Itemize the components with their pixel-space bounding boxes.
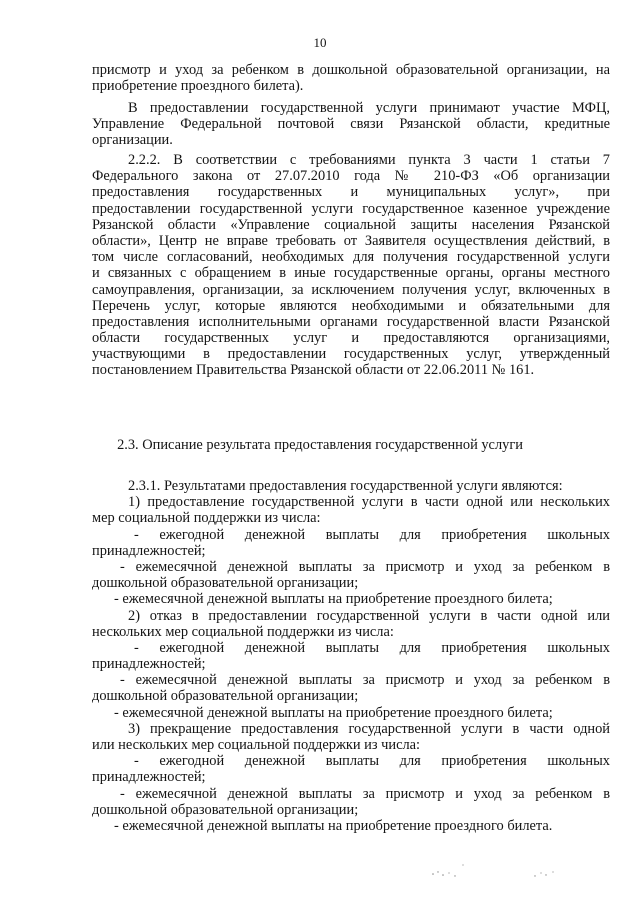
- text-line: дошкольной образовательной организации;: [92, 575, 359, 592]
- list-item: - ежемесячной денежной выплаты на приобретение проездного билета.: [114, 817, 553, 834]
- text-line: приобретение проездного билета).: [92, 78, 304, 95]
- text-line: 2.3.1. Результатами предоставления государственной услуги являются:: [128, 478, 563, 494]
- text-line: Перечень услуг, которые являются необходимыми и обязательными для: [92, 297, 610, 314]
- paragraph-2-2-2: [92, 152, 610, 379]
- text-line: 1) предоставление государственной услуги в части одной или нескольких: [128, 494, 610, 511]
- text-line: 2) отказ в предоставлении государственной услуги в части одной или: [128, 607, 610, 624]
- paragraph-2-3-1: [92, 478, 610, 834]
- text-line: дошкольной образовательной организации;: [92, 688, 359, 705]
- text-line: Рязанской области «Управление социальной защиты населения Рязанской: [92, 216, 610, 233]
- list-item: - ежемесячной денежной выплаты за присмотр и уход за ребенком в: [120, 785, 610, 802]
- text-line: Федерального закона от 27.07.2010 года № 210-ФЗ «Об организации: [92, 168, 610, 185]
- text-line: дошкольной образовательной организации;: [92, 801, 359, 818]
- text-line: или нескольких мер социальной поддержки из числа:: [92, 737, 421, 753]
- text-line: самоуправления, организации, за исключением получения услуг, включенных в: [92, 281, 610, 298]
- text-line: Управление Федеральной почтовой связи Рязанской области, кредитные: [92, 116, 610, 133]
- text-line: организации.: [92, 132, 173, 149]
- text-line: и связанных с обращением в иные государственные органы, органы местного: [92, 265, 610, 282]
- text-line: предоставления исполнительными органами государственной власти Рязанской: [92, 313, 610, 330]
- text-line: предоставлении государственной услуги государственное казенное учреждение: [92, 200, 610, 217]
- text-line: принадлежностей;: [92, 656, 206, 673]
- text-line: принадлежностей;: [92, 769, 206, 786]
- text-line: В предоставлении государственной услуги принимают участие МФЦ,: [128, 100, 610, 116]
- page-number: 10: [313, 35, 327, 50]
- text-line: том числе согласований, необходимых для получения государственной услуги: [92, 249, 610, 266]
- section-heading: 2.3. Описание результата предоставления государственной услуги: [117, 437, 523, 453]
- text-line: 2.2.2. В соответствии с требованиями пункта 3 части 1 статьи 7: [128, 152, 610, 168]
- list-item: - ежегодной денежной выплаты для приобретения школьных: [134, 526, 610, 543]
- text-line: присмотр и уход за ребенком в дошкольной образовательной организации, на: [92, 62, 610, 78]
- list-item: - ежемесячной денежной выплаты на приобретение проездного билета;: [114, 591, 553, 608]
- list-item: - ежемесячной денежной выплаты на приобретение проездного билета;: [114, 704, 553, 721]
- text-line: 3) прекращение предоставления государственной услуги в части одной: [128, 720, 610, 737]
- list-item: - ежегодной денежной выплаты для приобретения школьных: [134, 753, 610, 770]
- text-line: области», Центр не вправе требовать от Заявителя осуществления действий, в: [92, 232, 610, 249]
- list-item: - ежемесячной денежной выплаты за присмотр и уход за ребенком в: [120, 558, 610, 575]
- text-line: участвующими в предоставлении государственных услуг, утвержденный: [92, 346, 610, 363]
- text-line: нескольких мер социальной поддержки из числа:: [92, 623, 394, 640]
- paragraph-continuation: [92, 62, 610, 94]
- list-item: - ежегодной денежной выплаты для приобретения школьных: [134, 639, 610, 656]
- list-item: - ежемесячной денежной выплаты за присмотр и уход за ребенком в: [120, 672, 610, 689]
- text-line: предоставления государственных и муниципальных услуг», при: [92, 184, 610, 201]
- text-line: мер социальной поддержки из числа:: [92, 510, 321, 527]
- scan-marks: [425, 856, 585, 886]
- text-line: области государственных услуг и предоставляются организациями,: [92, 330, 610, 347]
- paragraph-participants: [92, 100, 610, 149]
- text-line: постановлением Правительства Рязанской области от 22.06.2011 № 161.: [92, 362, 535, 379]
- text-line: принадлежностей;: [92, 542, 206, 559]
